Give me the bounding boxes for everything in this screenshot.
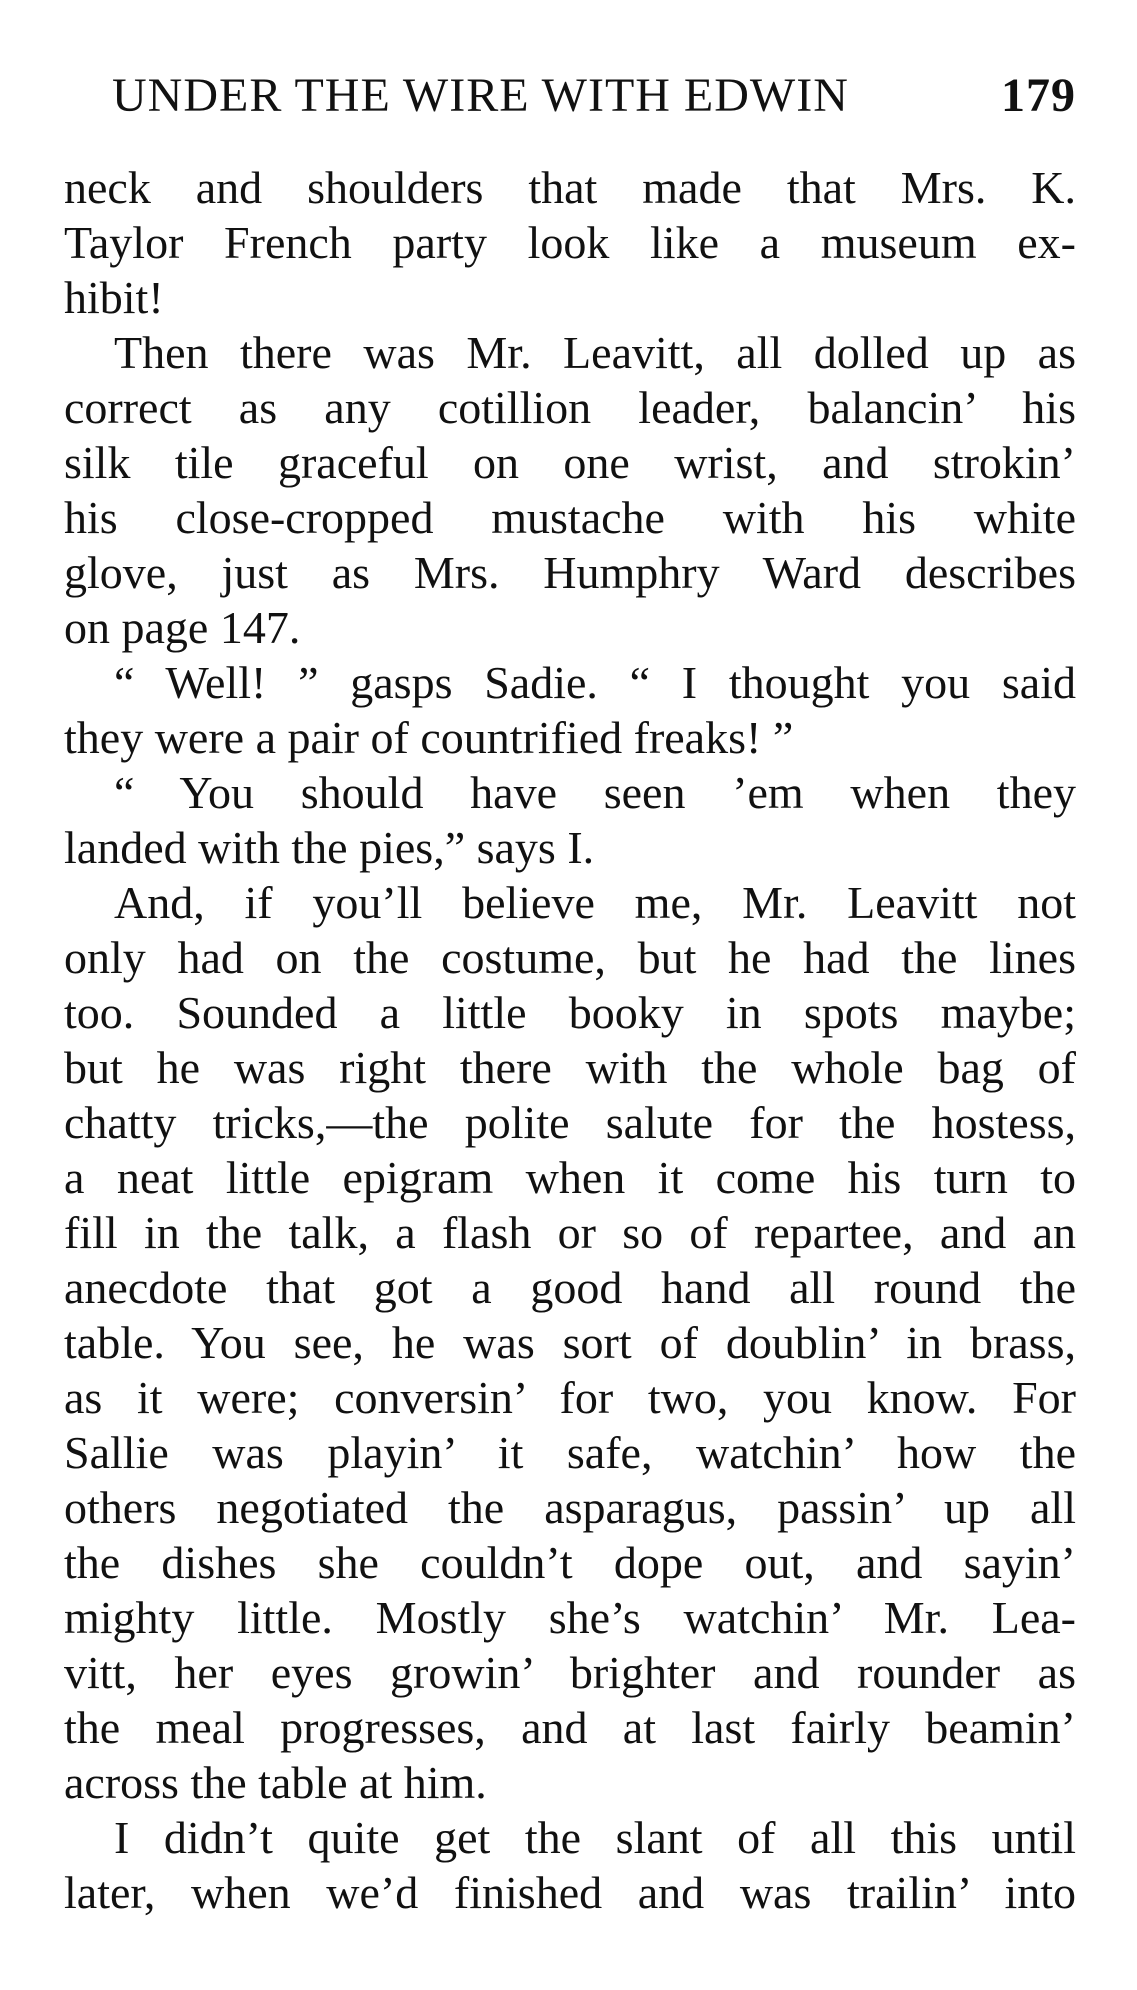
text-line: later, when we’d finished and was trailin’ into xyxy=(64,1867,1076,1918)
text-line: silk tile graceful on one wrist, and strokin’ xyxy=(64,437,1076,488)
text-line: vitt, her eyes growin’ brighter and rounder as xyxy=(64,1647,1076,1698)
text-line: but he was right there with the whole bag of xyxy=(64,1042,1076,1093)
text-line: table. You see, he was sort of doublin’ in brass, xyxy=(64,1317,1076,1368)
text-line: And, if you’ll believe me, Mr. Leavitt not xyxy=(114,877,1076,928)
page-number: 179 xyxy=(1001,69,1076,122)
text-line: only had on the costume, but he had the lines xyxy=(64,932,1076,983)
text-line: Sallie was playin’ it safe, watchin’ how the xyxy=(64,1427,1076,1478)
running-head xyxy=(112,66,1076,126)
text-line: anecdote that got a good hand all round the xyxy=(64,1262,1076,1313)
text-line: his close-cropped mustache with his white xyxy=(64,492,1076,543)
text-line: fill in the talk, a flash or so of repartee, and an xyxy=(64,1207,1076,1258)
text-line: chatty tricks,—the polite salute for the hostess, xyxy=(64,1097,1076,1148)
text-line: Then there was Mr. Leavitt, all dolled up as xyxy=(114,327,1076,378)
body-text xyxy=(64,160,1076,1920)
text-line: across the table at him. xyxy=(64,1757,487,1808)
text-line: “ Well! ” gasps Sadie. “ I thought you said xyxy=(114,657,1076,708)
text-line: I didn’t quite get the slant of all this until xyxy=(114,1812,1076,1863)
text-line: landed with the pies,” says I. xyxy=(64,822,595,873)
text-line: they were a pair of countrified freaks! ” xyxy=(64,712,794,763)
text-line: the dishes she couldn’t dope out, and sayin’ xyxy=(64,1537,1076,1588)
text-line: a neat little epigram when it come his turn to xyxy=(64,1152,1076,1203)
text-line: as it were; conversin’ for two, you know. For xyxy=(64,1372,1076,1423)
text-line: the meal progresses, and at last fairly beamin’ xyxy=(64,1702,1076,1753)
text-line: glove, just as Mrs. Humphry Ward describes xyxy=(64,547,1076,598)
text-line: correct as any cotillion leader, balancin’ his xyxy=(64,382,1076,433)
text-line: Taylor French party look like a museum ex- xyxy=(64,217,1076,268)
text-line: “ You should have seen ’em when they xyxy=(114,767,1076,818)
text-line: mighty little. Mostly she’s watchin’ Mr. Lea- xyxy=(64,1592,1076,1643)
text-line: hibit! xyxy=(64,272,164,323)
text-line: on page 147. xyxy=(64,602,301,653)
text-line: others negotiated the asparagus, passin’ up all xyxy=(64,1482,1076,1533)
text-line: neck and shoulders that made that Mrs. K. xyxy=(64,162,1076,213)
running-title: UNDER THE WIRE WITH EDWIN xyxy=(112,69,849,122)
text-line: too. Sounded a little booky in spots maybe; xyxy=(64,987,1076,1038)
